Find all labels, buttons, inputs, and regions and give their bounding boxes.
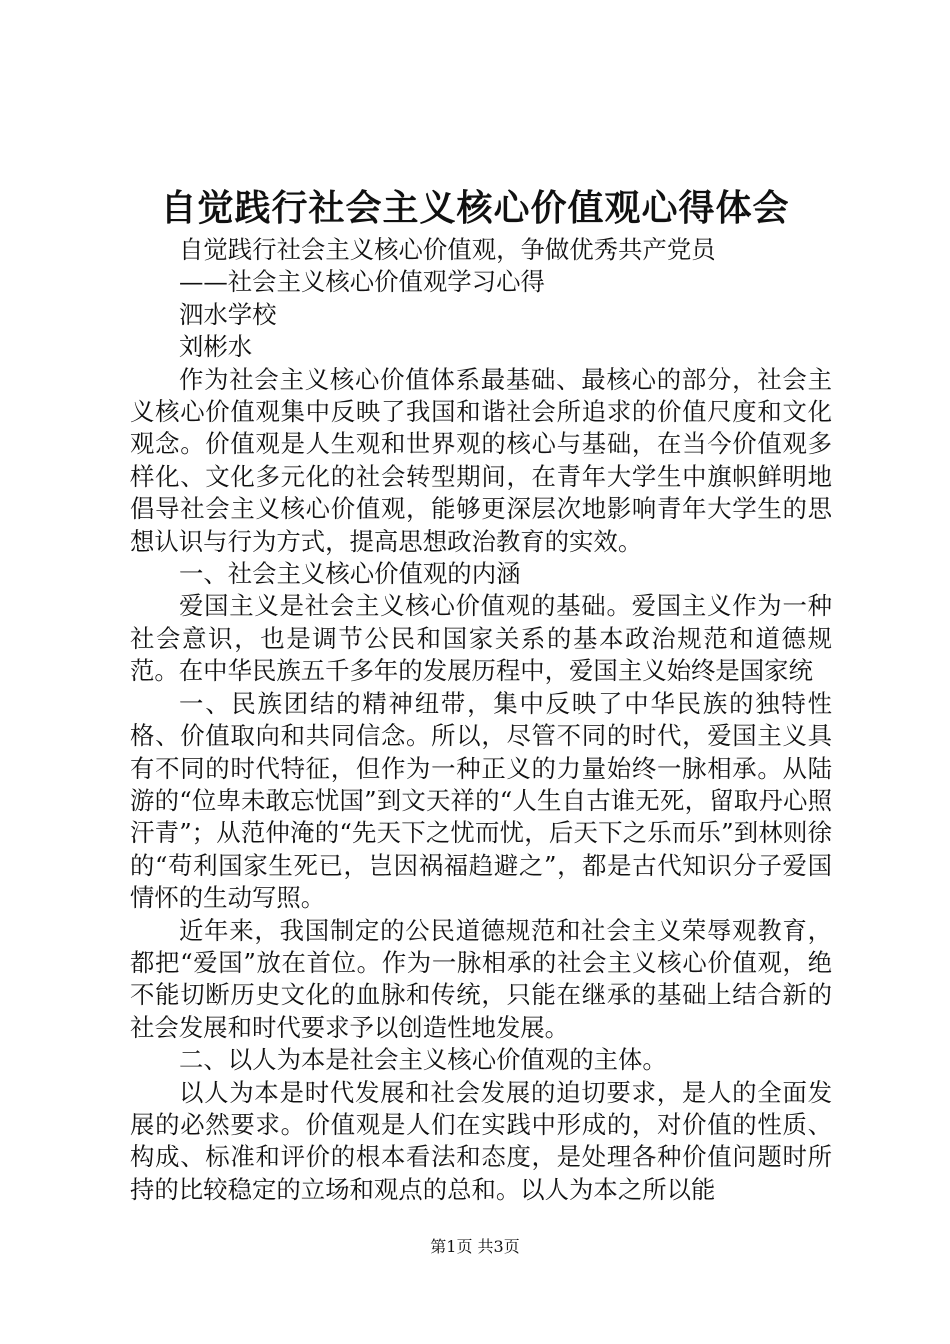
author-name: 刘彬水 xyxy=(179,332,253,362)
body-paragraph: 近年来，我国制定的公民道德规范和社会主义荣辱观教育，都把“爱国”放在首位。作为一脉相承的社会主义核心价值观，绝不能切断历史文化的血脉和传统，只能在继承的基础上结合新的社会发展和时代要求予以创造性地发展。 xyxy=(130,915,832,1042)
page-footer: 第1页 共3页 xyxy=(430,1237,520,1256)
body-paragraph: 作为社会主义核心价值体系最基础、最核心的部分，社会主义核心价值观集中反映了我国和谐社会所追求的价值尺度和文化观念。价值观是人生观和世界观的核心与基础，在当今价值观多样化、文化多元化的社会转型期间，在青年大学生中旗帜鲜明地倡导社会主义核心价值观，能够更深层次地影响青年大学生的思想认识与行为方式，提高思想政治教育的实效。 xyxy=(130,364,832,556)
body-paragraph: 一、民族团结的精神纽带，集中反映了中华民族的独特性格、价值取向和共同信念。所以，尽管不同的时代，爱国主义具有不同的时代特征，但作为一种正义的力量始终一脉相承。从陆游的“位卑未敢忘忧国”到文天祥的“人生自古谁无死，留取丹心照汗青”；从范仲淹的“先天下之忧而忧，后天下之乐而乐”到林则徐的“苟利国家生死已，岂因祸福趋避之”，都是古代知识分子爱国情怀的生动写照。 xyxy=(130,688,832,913)
subtitle-line: 自觉践行社会主义核心价值观，争做优秀共产党员 xyxy=(179,235,716,264)
subtitle-subline: ——社会主义核心价值观学习心得 xyxy=(179,267,545,297)
section-heading: 一、社会主义核心价值观的内涵 xyxy=(179,559,521,589)
document-body xyxy=(130,234,832,1206)
body-paragraph: 爱国主义是社会主义核心价值观的基础。爱国主义作为一种社会意识，也是调节公民和国家关系的基本政治规范和道德规范。在中华民族五千多年的发展历程中，爱国主义始终是国家统 xyxy=(130,591,832,686)
author-school: 泗水学校 xyxy=(179,299,277,329)
document-title: 自觉践行社会主义核心价值观心得体会 xyxy=(160,188,790,229)
section-heading: 二、以人为本是社会主义核心价值观的主体。 xyxy=(179,1045,667,1075)
body-paragraph: 以人为本是时代发展和社会发展的迫切要求，是人的全面发展的必然要求。价值观是人们在实践中形成的，对价值的性质、构成、标准和评价的根本看法和态度，是处理各种价值问题时所持的比较稳定的立场和观点的总和。以人为本之所以能 xyxy=(130,1077,832,1204)
